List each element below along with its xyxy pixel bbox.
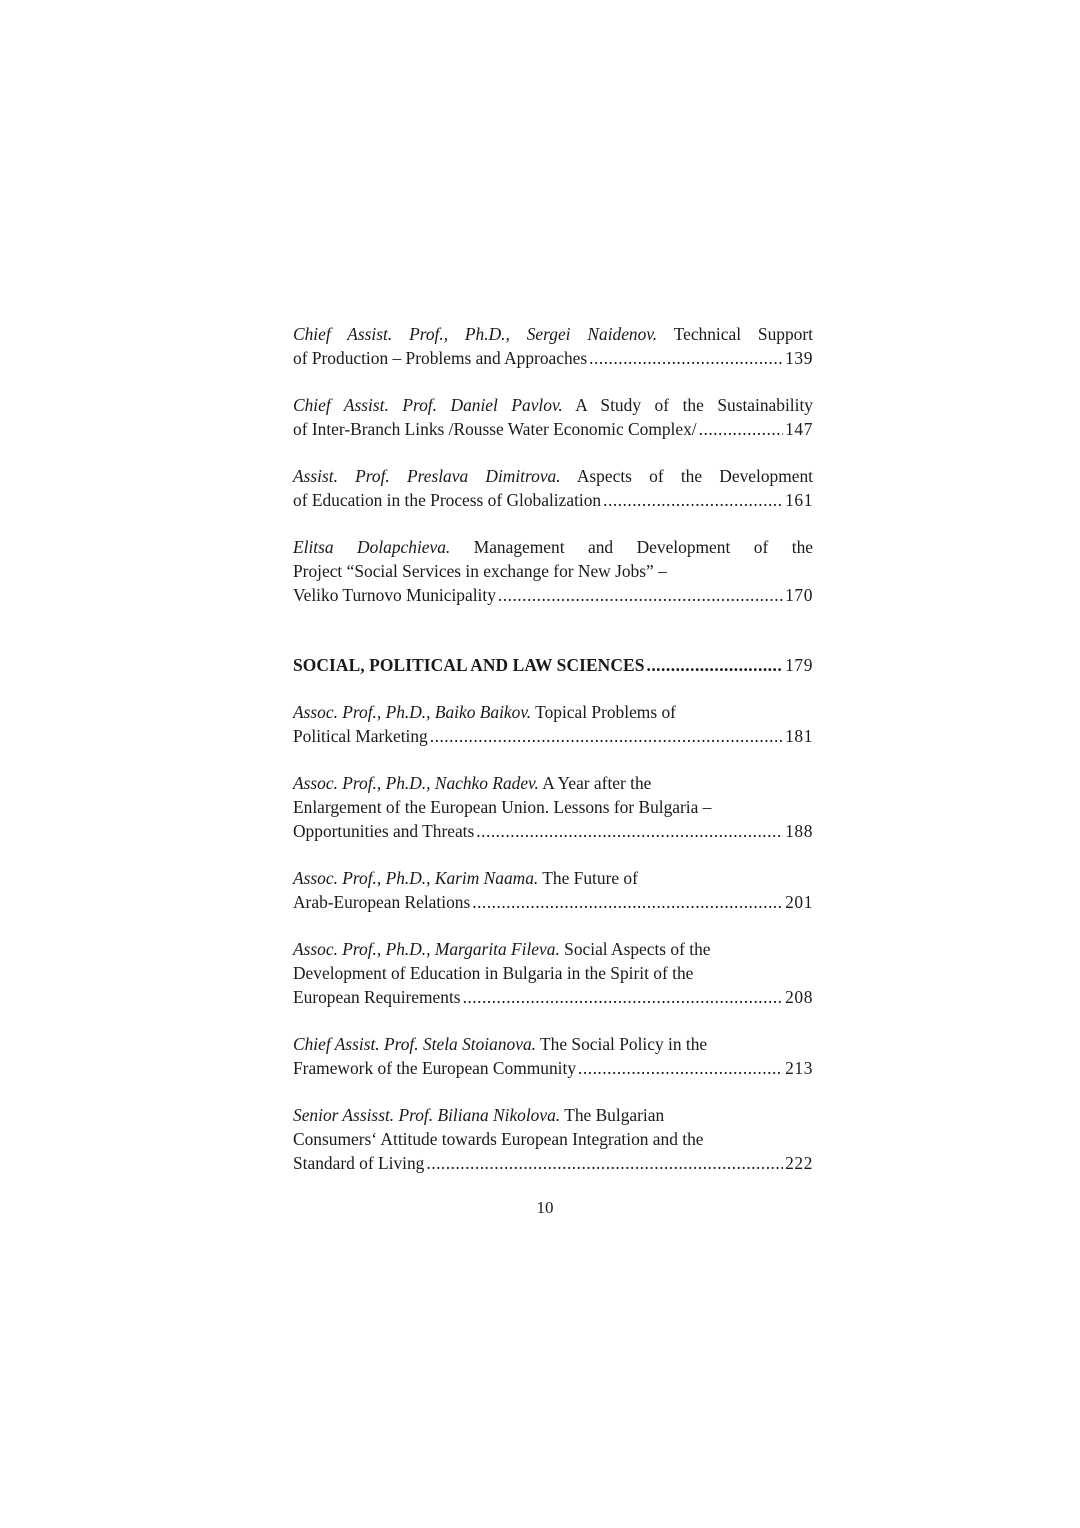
table-of-contents bbox=[293, 322, 813, 1198]
toc-entry-page: 201 bbox=[785, 892, 813, 912]
toc-entry-page: 170 bbox=[785, 585, 813, 605]
dot-leader bbox=[699, 417, 783, 441]
toc-entry-last-line bbox=[293, 724, 813, 748]
section-title: SOCIAL, POLITICAL AND LAW SCIENCES bbox=[293, 655, 645, 675]
toc-entry-author: Elitsa Dolapchieva. bbox=[293, 537, 451, 557]
dot-leader bbox=[603, 488, 783, 512]
toc-entry-title-end: Standard of Living bbox=[293, 1153, 425, 1173]
toc-entry-title-start: Management and Development of the bbox=[473, 537, 813, 557]
toc-entry[interactable] bbox=[293, 771, 813, 843]
toc-entry-author: Assoc. Prof., Ph.D., Nachko Radev. bbox=[293, 773, 539, 793]
toc-section-line bbox=[293, 653, 813, 677]
toc-entry-last-line bbox=[293, 890, 813, 914]
toc-entry-page: 188 bbox=[785, 821, 813, 841]
toc-entry-last-line bbox=[293, 1056, 813, 1080]
toc-entry-middle-line: Enlargement of the European Union. Lessons for Bulgaria – bbox=[293, 797, 712, 817]
toc-entry-author: Chief Assist. Prof. Stela Stoianova. bbox=[293, 1034, 536, 1054]
toc-entry-middle-line: Project “Social Services in exchange for New Jobs” – bbox=[293, 561, 667, 581]
toc-entry-last-line bbox=[293, 985, 813, 1009]
toc-entry-first-line bbox=[293, 535, 813, 559]
toc-entry-author: Senior Assisst. Prof. Biliana Nikolova. bbox=[293, 1105, 561, 1125]
toc-entry-first-line bbox=[293, 1103, 813, 1127]
toc-entry-author: Assoc. Prof., Ph.D., Baiko Baikov. bbox=[293, 702, 532, 722]
toc-entry-author: Assist. Prof. Preslava Dimitrova. bbox=[293, 466, 561, 486]
toc-entry-middle-line: Development of Education in Bulgaria in the Spirit of the bbox=[293, 963, 694, 983]
toc-entry-author: Assoc. Prof., Ph.D., Karim Naama. bbox=[293, 868, 539, 888]
toc-entry[interactable] bbox=[293, 1032, 813, 1080]
page-number: 10 bbox=[536, 1198, 554, 1217]
toc-entry-first-line bbox=[293, 700, 813, 724]
toc-entry-last-line bbox=[293, 1151, 813, 1175]
toc-entry-page: 181 bbox=[785, 726, 813, 746]
toc-entry-title-end: of Production – Problems and Approaches bbox=[293, 348, 588, 368]
toc-entry-title-start: The Future of bbox=[542, 868, 638, 888]
toc-entry-author: Assoc. Prof., Ph.D., Margarita Fileva. bbox=[293, 939, 560, 959]
toc-entry-first-line bbox=[293, 937, 813, 961]
toc-entry-first-line bbox=[293, 322, 813, 346]
dot-leader bbox=[476, 819, 783, 843]
toc-entry-page: 139 bbox=[785, 348, 813, 368]
toc-entry-page: 161 bbox=[785, 490, 813, 510]
dot-leader bbox=[578, 1056, 783, 1080]
toc-section-heading[interactable] bbox=[293, 653, 813, 677]
toc-entry[interactable] bbox=[293, 464, 813, 512]
toc-entry-title-start: A Year after the bbox=[542, 773, 652, 793]
toc-entry[interactable] bbox=[293, 866, 813, 914]
toc-entry[interactable] bbox=[293, 937, 813, 1009]
toc-entry-title-start: The Social Policy in the bbox=[540, 1034, 708, 1054]
dot-leader bbox=[589, 346, 783, 370]
toc-entry-title-end: Arab-European Relations bbox=[293, 892, 471, 912]
toc-entry-title-start: The Bulgarian bbox=[564, 1105, 665, 1125]
toc-entry-first-line bbox=[293, 393, 813, 417]
toc-entry-page: 147 bbox=[785, 419, 813, 439]
toc-entry-first-line bbox=[293, 771, 813, 795]
toc-entry[interactable] bbox=[293, 535, 813, 607]
dot-leader bbox=[498, 583, 783, 607]
toc-entry-middle-line: Consumers‘ Attitude towards European Integration and the bbox=[293, 1129, 704, 1149]
dot-leader bbox=[426, 1151, 783, 1175]
toc-entry-author: Chief Assist. Prof. Daniel Pavlov. bbox=[293, 395, 563, 415]
toc-entry-last-line bbox=[293, 583, 813, 607]
dot-leader bbox=[472, 890, 783, 914]
toc-entry-first-line bbox=[293, 866, 813, 890]
toc-entry-page: 222 bbox=[785, 1153, 813, 1173]
toc-entry[interactable] bbox=[293, 322, 813, 370]
toc-entry-last-line bbox=[293, 488, 813, 512]
toc-entry-last-line bbox=[293, 417, 813, 441]
toc-entry[interactable] bbox=[293, 700, 813, 748]
dot-leader bbox=[463, 985, 784, 1009]
toc-entry-title-end: Veliko Turnovo Municipality bbox=[293, 585, 496, 605]
dot-leader bbox=[646, 653, 783, 677]
toc-entry-title-end: Framework of the European Community bbox=[293, 1058, 577, 1078]
toc-entry-first-line bbox=[293, 464, 813, 488]
toc-entry[interactable] bbox=[293, 1103, 813, 1175]
toc-entry-last-line bbox=[293, 819, 813, 843]
toc-entry-title-start: Technical Support bbox=[673, 324, 813, 344]
toc-entry-title-start: Social Aspects of the bbox=[564, 939, 711, 959]
toc-entry-first-line bbox=[293, 1032, 813, 1056]
toc-entry-last-line bbox=[293, 346, 813, 370]
toc-entry[interactable] bbox=[293, 393, 813, 441]
toc-entry-title-end: of Education in the Process of Globalization bbox=[293, 490, 602, 510]
toc-entry-title-end: of Inter-Branch Links /Rousse Water Economic Complex/ bbox=[293, 419, 697, 439]
toc-entry-page: 213 bbox=[785, 1058, 813, 1078]
toc-entry-title-start: A Study of the Sustainability bbox=[575, 395, 813, 415]
toc-entry-title-end: Political Marketing bbox=[293, 726, 428, 746]
toc-entry-page: 208 bbox=[785, 987, 813, 1007]
section-page: 179 bbox=[785, 655, 813, 675]
toc-entry-title-end: Opportunities and Threats bbox=[293, 821, 475, 841]
toc-entry-title-start: Aspects of the Development bbox=[576, 466, 813, 486]
toc-entry-author: Chief Assist. Prof., Ph.D., Sergei Naidenov. bbox=[293, 324, 658, 344]
dot-leader bbox=[430, 724, 783, 748]
toc-entry-title-start: Topical Problems of bbox=[535, 702, 676, 722]
toc-entry-title-end: European Requirements bbox=[293, 987, 461, 1007]
